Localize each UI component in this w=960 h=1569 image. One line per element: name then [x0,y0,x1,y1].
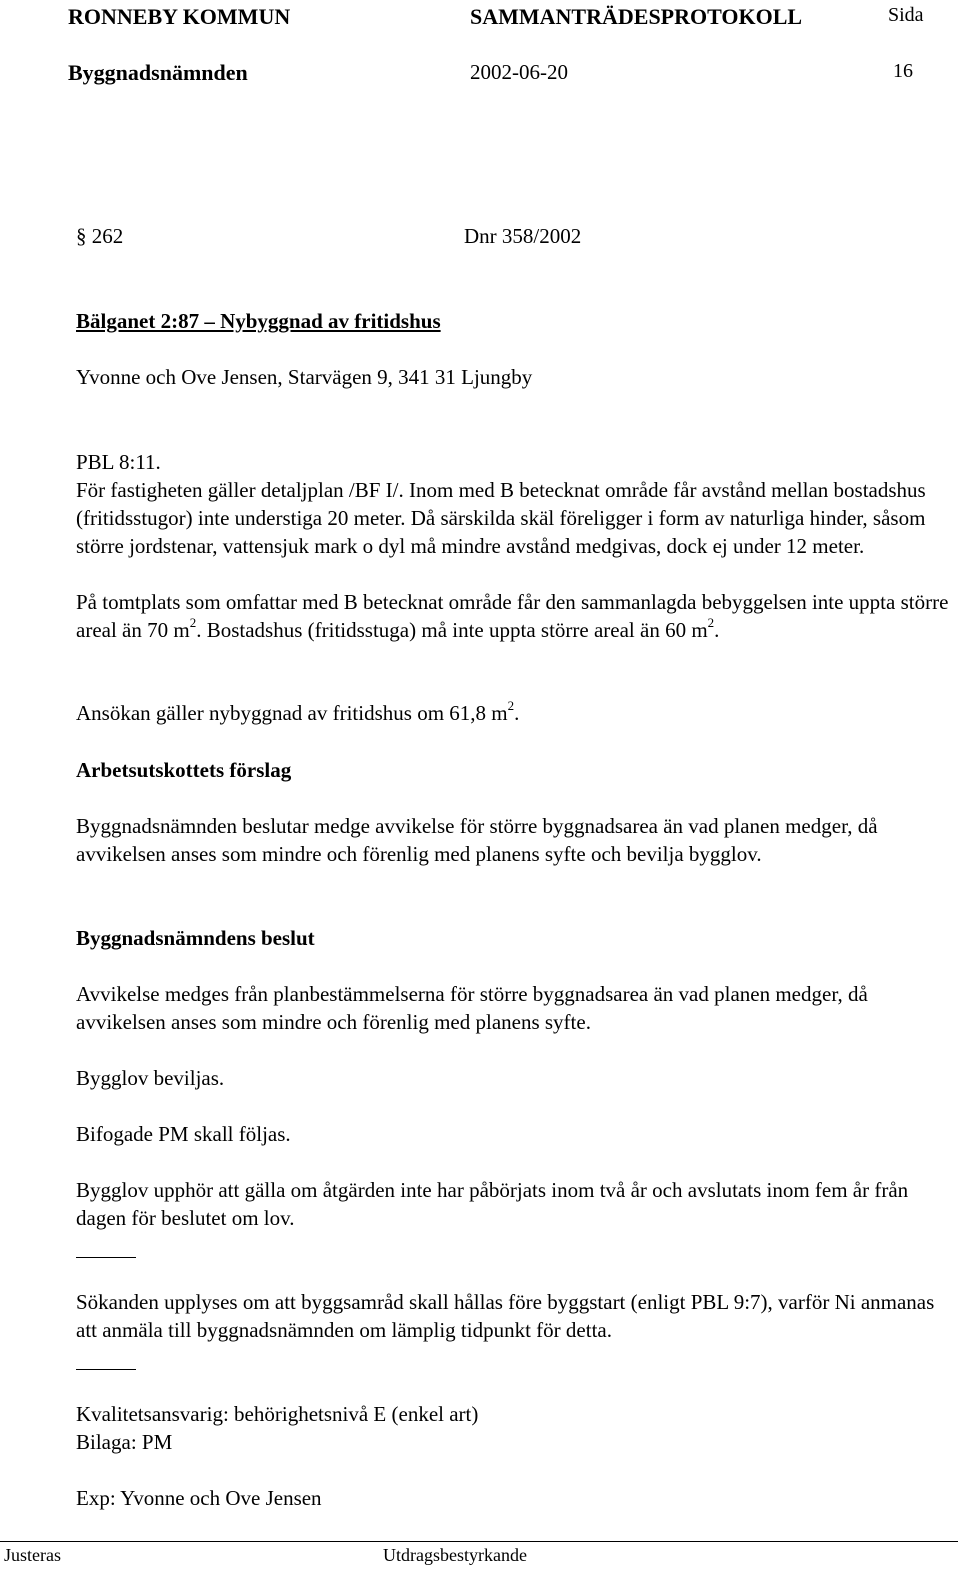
quality-responsible: Kvalitetsansvarig: behörighetsnivå E (enkel art) [76,1402,479,1426]
footer-certification: Utdragsbestyrkande [383,1545,527,1565]
area-restriction-text-a: På tomtplats som omfattar med B betecknat område får den sammanlagda bebyggelsen inte uppta större areal än 70 m [76,590,949,642]
case-number: Dnr 358/2002 [464,224,582,248]
attachment: Bilaga: PM [76,1430,173,1454]
page-label: Sida [888,4,924,26]
attached-memo: Bifogade PM skall följas. [76,1122,291,1146]
board-name: Byggnadsnämnden [68,60,248,85]
proposal-heading: Arbetsutskottets förslag [76,758,292,782]
case-title: Bälganet 2:87 – Nybyggnad av fritidshus [76,309,441,333]
municipality-name: RONNEBY KOMMUN [68,4,291,29]
permit-validity: Bygglov upphör att gälla om åtgärden inte har påbörjats inom två år och avslutats inom fem år från dagen för beslutet om lov. [76,1178,909,1230]
dispatch: Exp: Yvonne och Ove Jensen [76,1486,322,1510]
permit-granted: Bygglov beviljas. [76,1066,225,1090]
area-restriction-text-c: . [714,618,720,642]
area-restriction [76,588,956,644]
superscript: 2 [507,698,515,713]
plan-description: För fastigheten gäller detaljplan /BF I/. Inom med B betecknat område får avstånd mellan bostadshus (fritidsstugor) inte understiga 20 meter. Då särskilda skäl föreligger i form av naturliga hinder, såsom större jordstenar, vattensjuk mark o dyl må mindre avstånd medgivas, dock ej under 12 meter. [76,478,926,558]
application-description [76,699,519,727]
area-restriction-text-b: . Bostadshus (fritidsstuga) må inte uppta större areal än 60 m [196,618,708,642]
proposal-text: Byggnadsnämnden beslutar medge avvikelse för större byggnadsarea än vad planen medger, då avvikelsen anses som mindre och förenlig med planens syfte och bevilja bygglov. [76,814,878,866]
separator-line [76,1257,136,1258]
decision-text: Avvikelse medges från planbestämmelserna för större byggnadsarea än vad planen medger, då avvikelsen anses som mindre och förenlig med planens syfte. [76,982,868,1034]
application-text: Ansökan gäller nybyggnad av fritidshus om 61,8 m [76,701,508,725]
consultation-notice: Sökanden upplyses om att byggsamråd skall hållas före byggstart (enligt PBL 9:7), varför Ni anmanas att anmäla till byggnadsnämnden om lämplig tidpunkt för detta. [76,1290,935,1342]
applicant: Yvonne och Ove Jensen, Starvägen 9, 341 31 Ljungby [76,365,533,389]
page-number: 16 [893,60,913,82]
footer-justeras: Justeras [4,1545,61,1565]
pbl-reference: PBL 8:11. [76,450,161,474]
separator-line [76,1369,136,1370]
superscript: 2 [189,615,197,630]
decision-heading: Byggnadsnämndens beslut [76,926,315,950]
application-text-end: . [514,701,520,725]
meeting-date: 2002-06-20 [470,60,568,84]
paragraph-number: § 262 [76,224,124,248]
footer-line [0,1541,958,1542]
document-type: SAMMANTRÄDESPROTOKOLL [470,4,803,29]
superscript: 2 [707,615,715,630]
